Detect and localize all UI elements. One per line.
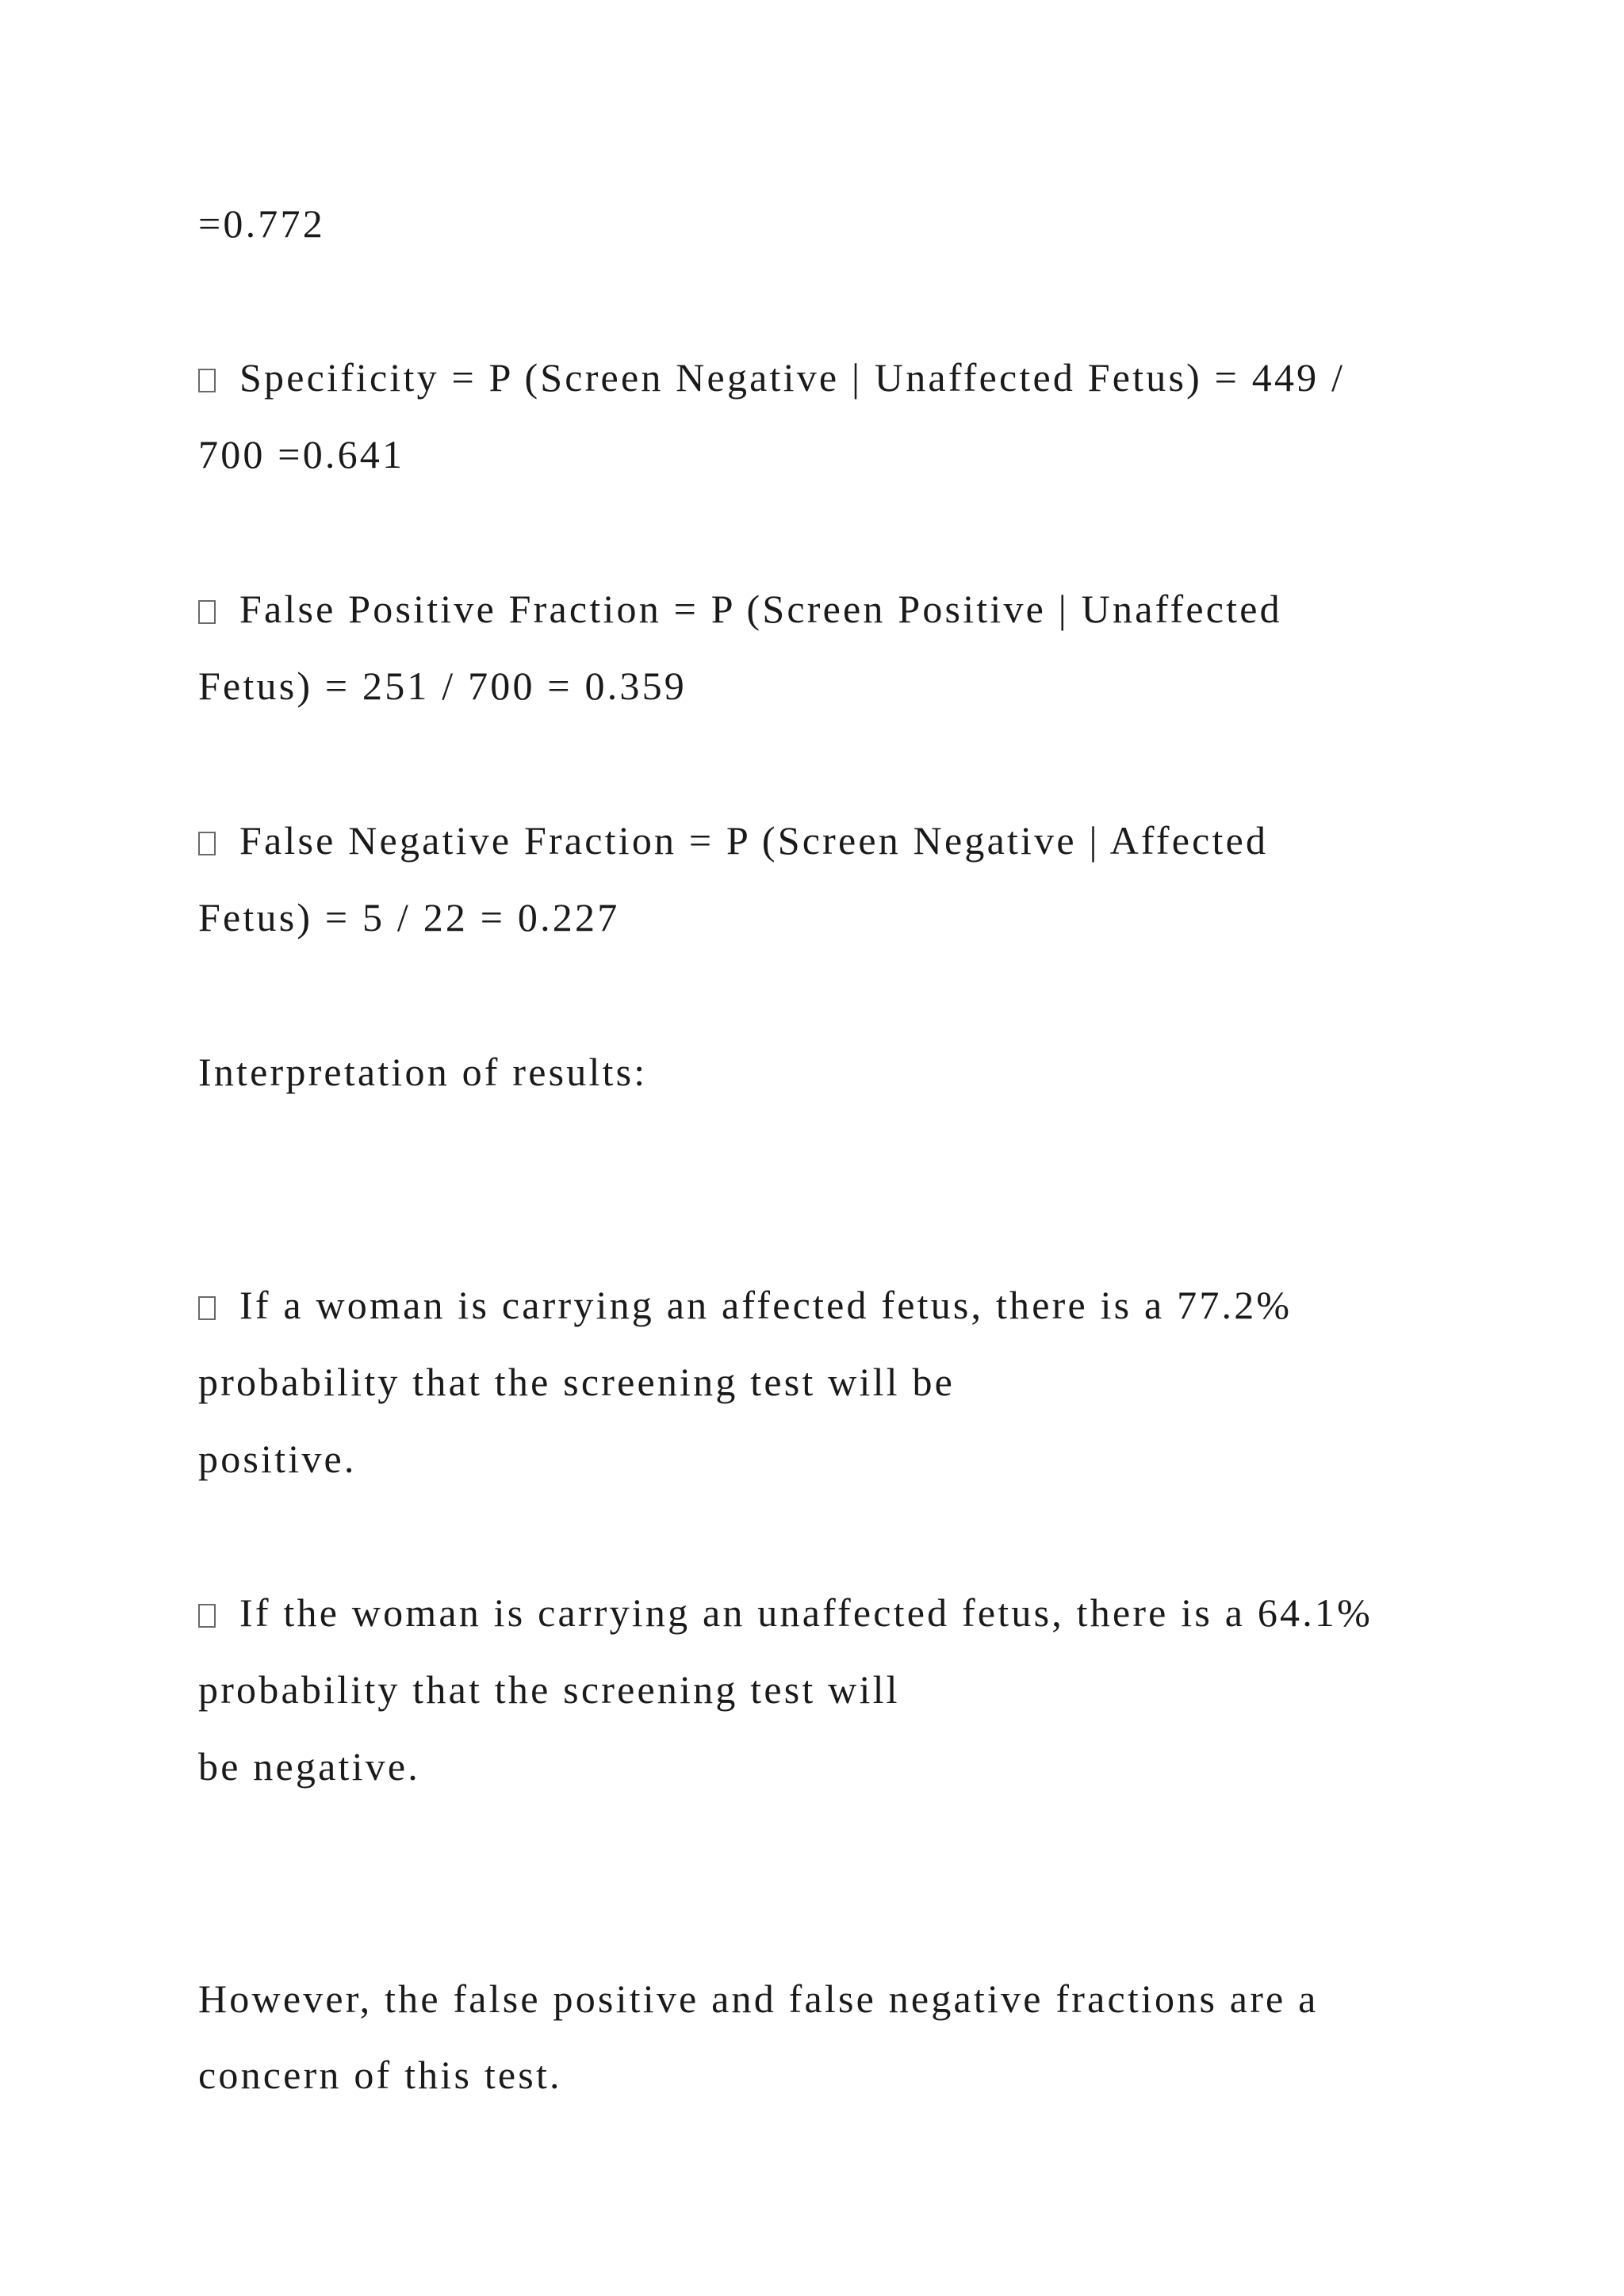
specificity-text: Specificity = P (Screen Negative | Unaffected Fetus) = 449 /	[239, 355, 1346, 400]
false-negative-line-1	[198, 817, 1268, 864]
affected-line-1	[198, 1281, 1292, 1329]
concern-line-2: concern of this test.	[198, 2053, 562, 2097]
missing-glyph-box-icon	[198, 369, 216, 392]
missing-glyph-box-icon	[198, 832, 216, 855]
affected-line-3: positive.	[198, 1437, 357, 1481]
sensitivity-result: =0.772	[198, 201, 325, 246]
false-positive-text: False Positive Fraction = P (Screen Positive | Unaffected	[239, 587, 1282, 631]
missing-glyph-box-icon	[198, 1296, 216, 1320]
missing-glyph-box-icon	[198, 600, 216, 624]
missing-glyph-box-icon	[198, 1604, 216, 1628]
concern-line-1: However, the false positive and false negative fractions are a	[198, 1976, 1319, 2021]
interpretation-heading: Interpretation of results:	[198, 1050, 648, 1094]
unaffected-line-3: be negative.	[198, 1744, 420, 1789]
unaffected-line-1	[198, 1589, 1373, 1636]
specificity-line-1	[198, 354, 1345, 401]
affected-line-2: probability that the screening test will be	[198, 1360, 956, 1404]
false-negative-line-2: Fetus) = 5 / 22 = 0.227	[198, 895, 620, 939]
false-positive-line-2: Fetus) = 251 / 700 = 0.359	[198, 664, 687, 708]
unaffected-line-2: probability that the screening test will	[198, 1667, 900, 1712]
false-negative-text: False Negative Fraction = P (Screen Negative | Affected	[239, 818, 1269, 863]
false-positive-line-1	[198, 585, 1282, 633]
unaffected-text: If the woman is carrying an unaffected fetus, there is a 64.1%	[239, 1590, 1373, 1635]
specificity-line-2: 700 =0.641	[198, 432, 405, 476]
affected-text: If a woman is carrying an affected fetus, there is a 77.2%	[239, 1283, 1293, 1327]
